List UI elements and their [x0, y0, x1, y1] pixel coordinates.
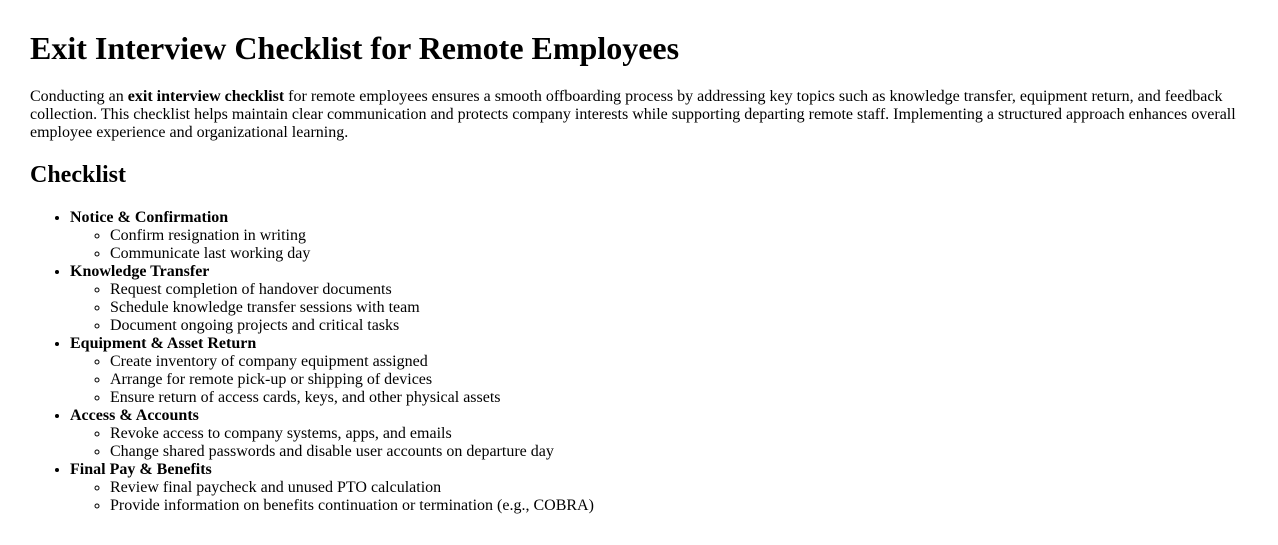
checklist-section	[70, 407, 1248, 461]
checklist-section	[70, 209, 1248, 263]
checklist-heading: Checklist	[30, 162, 126, 188]
checklist-item: ◦ Request completion of handover documents	[110, 281, 1248, 299]
checklist	[30, 209, 1248, 515]
checklist-item: ◦ Confirm resignation in writing	[110, 227, 1248, 245]
checklist-item: ◦ Create inventory of company equipment assigned	[110, 353, 1248, 371]
checklist-section-items	[70, 353, 1248, 407]
checklist-section-title: Access & Accounts	[70, 407, 199, 424]
checklist-section-items	[70, 479, 1248, 515]
checklist-section	[70, 263, 1248, 335]
intro-bold-phrase: exit interview checklist	[127, 88, 285, 105]
checklist-section-title: Knowledge Transfer	[70, 263, 210, 280]
document	[30, 30, 1248, 515]
checklist-item: ◦ Review final paycheck and unused PTO calculation	[110, 479, 1248, 497]
checklist-section-title: Final Pay & Benefits	[70, 461, 212, 478]
checklist-item: ◦ Arrange for remote pick-up or shipping of devices	[110, 371, 1248, 389]
checklist-section-items	[70, 281, 1248, 335]
intro-text-before: Conducting an	[30, 88, 128, 105]
checklist-item: ◦ Ensure return of access cards, keys, and other physical assets	[110, 389, 1248, 407]
checklist-item: ◦ Schedule knowledge transfer sessions with team	[110, 299, 1248, 317]
checklist-item: ◦ Communicate last working day	[110, 245, 1248, 263]
intro-paragraph	[30, 88, 1248, 142]
checklist-section	[70, 461, 1248, 515]
checklist-section-title: Equipment & Asset Return	[70, 335, 257, 352]
checklist-section-items	[70, 227, 1248, 263]
checklist-section	[70, 335, 1248, 407]
checklist-item: ◦ Document ongoing projects and critical tasks	[110, 317, 1248, 335]
checklist-item: ◦ Revoke access to company systems, apps, and emails	[110, 425, 1248, 443]
checklist-item: ◦ Provide information on benefits continuation or termination (e.g., COBRA)	[110, 497, 1248, 515]
page-title: Exit Interview Checklist for Remote Employees	[30, 30, 680, 66]
intro-text-after: for remote employees ensures a smooth offboarding process by addressing key topics such as knowledge transfer, equipment return, and feedback collection. This checklist helps maintain clear communication and protects company interests while supporting departing remote staff. Implementing a structured approach enhances overall employee experience and organizational learning.	[30, 88, 1236, 141]
checklist-item: ◦ Change shared passwords and disable user accounts on departure day	[110, 443, 1248, 461]
checklist-section-title: Notice & Confirmation	[70, 209, 229, 226]
checklist-section-items	[70, 425, 1248, 461]
